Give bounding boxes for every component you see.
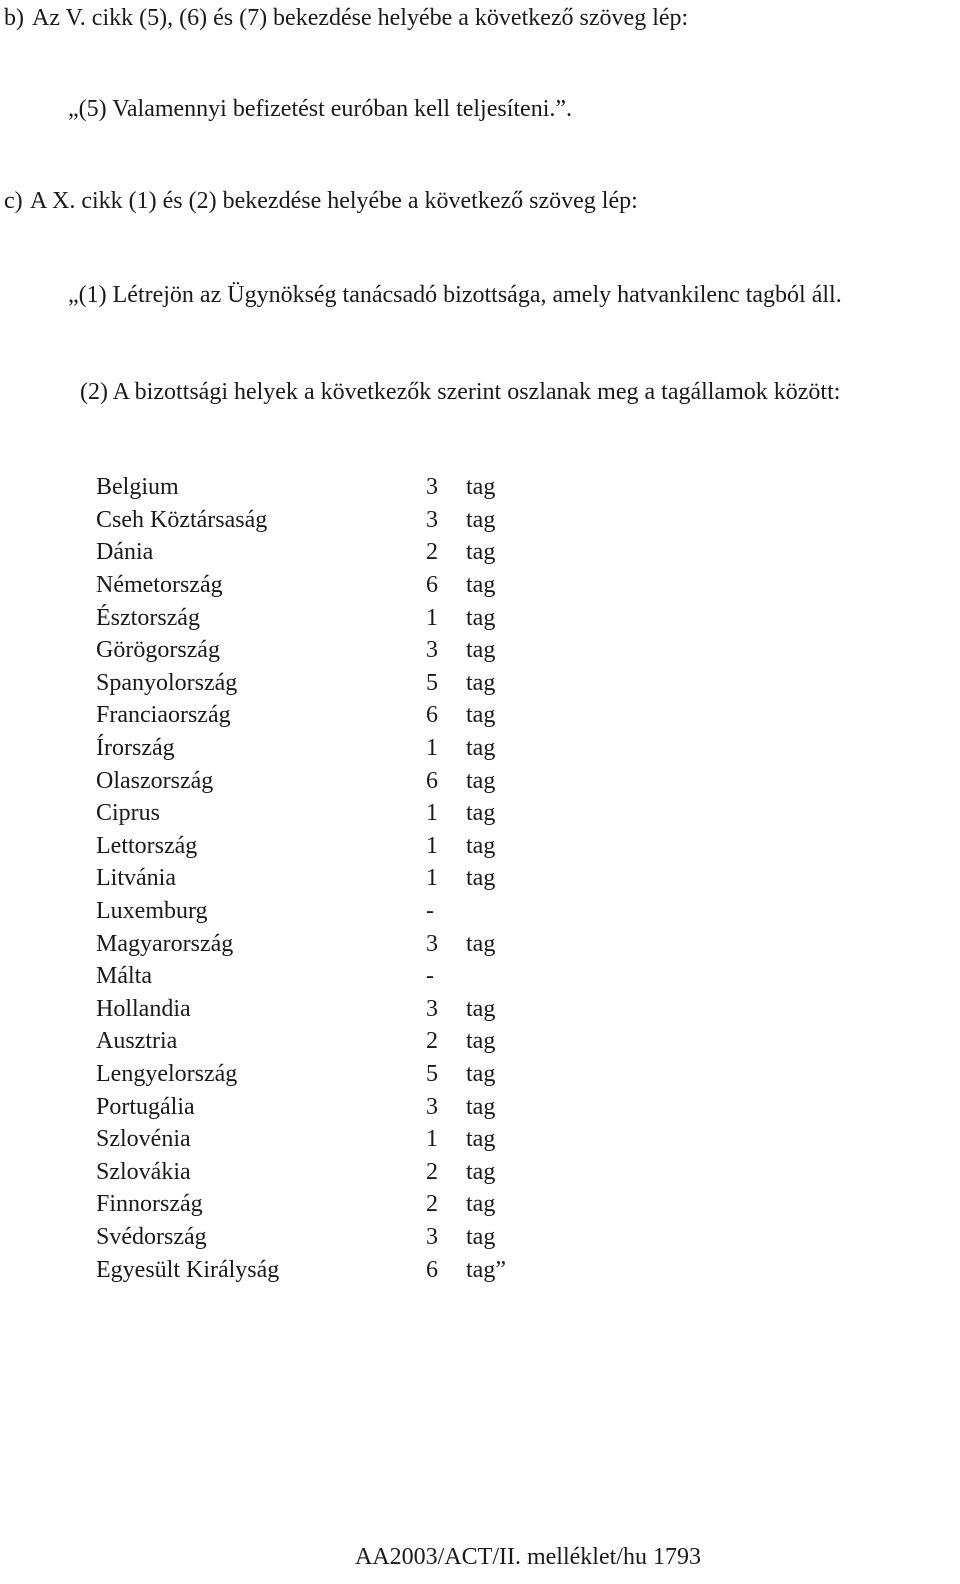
seat-count-cell: 2 xyxy=(426,1191,438,1218)
seat-count-cell: 3 xyxy=(426,995,438,1022)
country-cell: Belgium xyxy=(96,474,179,501)
country-cell: Görögország xyxy=(96,637,220,664)
seat-allocation-table xyxy=(96,471,546,1286)
item-b-marker: b) xyxy=(4,5,24,31)
country-cell: Portugália xyxy=(96,1093,195,1120)
seat-count-cell: 6 xyxy=(426,702,438,729)
seat-count-cell: 3 xyxy=(426,1093,438,1120)
seat-row xyxy=(96,536,546,569)
seat-row xyxy=(96,1090,546,1123)
country-cell: Lettország xyxy=(96,832,198,859)
seat-count-cell: 1 xyxy=(426,604,438,631)
seat-row xyxy=(96,732,546,765)
seat-row xyxy=(96,1123,546,1156)
seat-unit-cell: tag” xyxy=(466,1256,506,1283)
item-c-marker: c) xyxy=(4,188,23,214)
seat-row xyxy=(96,797,546,830)
item-c-text: A X. cikk (1) és (2) bekezdése helyébe a következő szöveg lép: xyxy=(30,188,638,214)
country-cell: Svédország xyxy=(96,1223,207,1250)
seat-row xyxy=(96,1155,546,1188)
seat-row xyxy=(96,895,546,928)
seat-count-cell: 1 xyxy=(426,735,438,762)
country-cell: Hollandia xyxy=(96,995,191,1022)
seat-unit-cell: tag xyxy=(466,539,496,566)
seat-unit-cell: tag xyxy=(466,474,496,501)
seat-row xyxy=(96,1253,546,1286)
seat-unit-cell: tag xyxy=(466,1060,496,1087)
seat-unit-cell: tag xyxy=(466,1093,496,1120)
seat-unit-cell: tag xyxy=(466,669,496,696)
country-cell: Szlovénia xyxy=(96,1126,191,1153)
country-cell: Szlovákia xyxy=(96,1158,191,1185)
seat-unit-cell: tag xyxy=(466,865,496,892)
seat-count-cell: 3 xyxy=(426,637,438,664)
seat-unit-cell: tag xyxy=(466,1223,496,1250)
seat-allocation-body xyxy=(96,471,546,1286)
item-b-text: Az V. cikk (5), (6) és (7) bekezdése helyébe a következő szöveg lép: xyxy=(32,5,689,31)
seat-count-cell: 5 xyxy=(426,1060,438,1087)
quoted-paragraph-1: „(1) Létrejön az Ügynökség tanácsadó bizottsága, amely hatvankilenc tagból áll. xyxy=(68,282,842,308)
country-cell: Finnország xyxy=(96,1191,203,1218)
seat-unit-cell: tag xyxy=(466,1028,496,1055)
seat-row xyxy=(96,569,546,602)
seat-count-cell: 3 xyxy=(426,930,438,957)
seat-unit-cell xyxy=(466,960,546,993)
seat-count-cell: 6 xyxy=(426,1256,438,1283)
seat-count-cell: - xyxy=(426,898,434,925)
seat-row xyxy=(96,699,546,732)
seat-unit-cell: tag xyxy=(466,832,496,859)
seat-count-cell: - xyxy=(426,963,434,990)
seat-row xyxy=(96,927,546,960)
seat-count-cell: 1 xyxy=(426,865,438,892)
seat-unit-cell: tag xyxy=(466,1191,496,1218)
seat-row xyxy=(96,471,546,504)
seat-row xyxy=(96,1188,546,1221)
document-footer: AA2003/ACT/II. melléklet/hu 1793 xyxy=(355,1544,701,1570)
seat-count-cell: 6 xyxy=(426,572,438,599)
seat-row xyxy=(96,634,546,667)
country-cell: Málta xyxy=(96,963,152,990)
seat-row xyxy=(96,1221,546,1254)
seat-unit-cell: tag xyxy=(466,637,496,664)
seat-count-cell: 5 xyxy=(426,669,438,696)
country-cell: Franciaország xyxy=(96,702,231,729)
seat-row xyxy=(96,862,546,895)
country-cell: Magyarország xyxy=(96,930,234,957)
seat-count-cell: 1 xyxy=(426,832,438,859)
country-cell: Litvánia xyxy=(96,865,176,892)
country-cell: Cseh Köztársaság xyxy=(96,506,268,533)
country-cell: Olaszország xyxy=(96,767,214,794)
seat-count-cell: 6 xyxy=(426,767,438,794)
quoted-paragraph-5: „(5) Valamennyi befizetést euróban kell teljesíteni.”. xyxy=(68,96,573,122)
country-cell: Ciprus xyxy=(96,800,161,827)
seat-count-cell: 3 xyxy=(426,1223,438,1250)
seat-row xyxy=(96,993,546,1026)
seat-unit-cell: tag xyxy=(466,604,496,631)
country-cell: Lengyelország xyxy=(96,1060,238,1087)
country-cell: Spanyolország xyxy=(96,669,238,696)
seat-unit-cell: tag xyxy=(466,1158,496,1185)
quoted-paragraph-2: (2) A bizottsági helyek a következők szerint oszlanak meg a tagállamok között: xyxy=(80,379,841,405)
seat-row xyxy=(96,764,546,797)
country-cell: Ausztria xyxy=(96,1028,178,1055)
seat-unit-cell: tag xyxy=(466,572,496,599)
country-cell: Dánia xyxy=(96,539,154,566)
seat-count-cell: 1 xyxy=(426,800,438,827)
item-b-heading xyxy=(4,6,688,30)
seat-count-cell: 3 xyxy=(426,474,438,501)
seat-unit-cell: tag xyxy=(466,506,496,533)
seat-unit-cell: tag xyxy=(466,1126,496,1153)
seat-unit-cell: tag xyxy=(466,702,496,729)
seat-count-cell: 1 xyxy=(426,1126,438,1153)
country-cell: Egyesült Királyság xyxy=(96,1256,280,1283)
seat-row xyxy=(96,504,546,537)
seat-unit-cell xyxy=(466,895,546,928)
country-cell: Észtország xyxy=(96,604,200,631)
country-cell: Luxemburg xyxy=(96,898,208,925)
seat-row xyxy=(96,1058,546,1091)
seat-unit-cell: tag xyxy=(466,930,496,957)
country-cell: Írország xyxy=(96,735,175,762)
seat-row xyxy=(96,1025,546,1058)
seat-count-cell: 2 xyxy=(426,1028,438,1055)
seat-row xyxy=(96,960,546,993)
item-c-heading xyxy=(4,189,638,213)
seat-unit-cell: tag xyxy=(466,735,496,762)
seat-row xyxy=(96,830,546,863)
seat-row xyxy=(96,667,546,700)
seat-count-cell: 2 xyxy=(426,1158,438,1185)
seat-unit-cell: tag xyxy=(466,800,496,827)
seat-count-cell: 2 xyxy=(426,539,438,566)
seat-unit-cell: tag xyxy=(466,995,496,1022)
country-cell: Németország xyxy=(96,572,223,599)
seat-unit-cell: tag xyxy=(466,767,496,794)
seat-count-cell: 3 xyxy=(426,506,438,533)
seat-row xyxy=(96,601,546,634)
